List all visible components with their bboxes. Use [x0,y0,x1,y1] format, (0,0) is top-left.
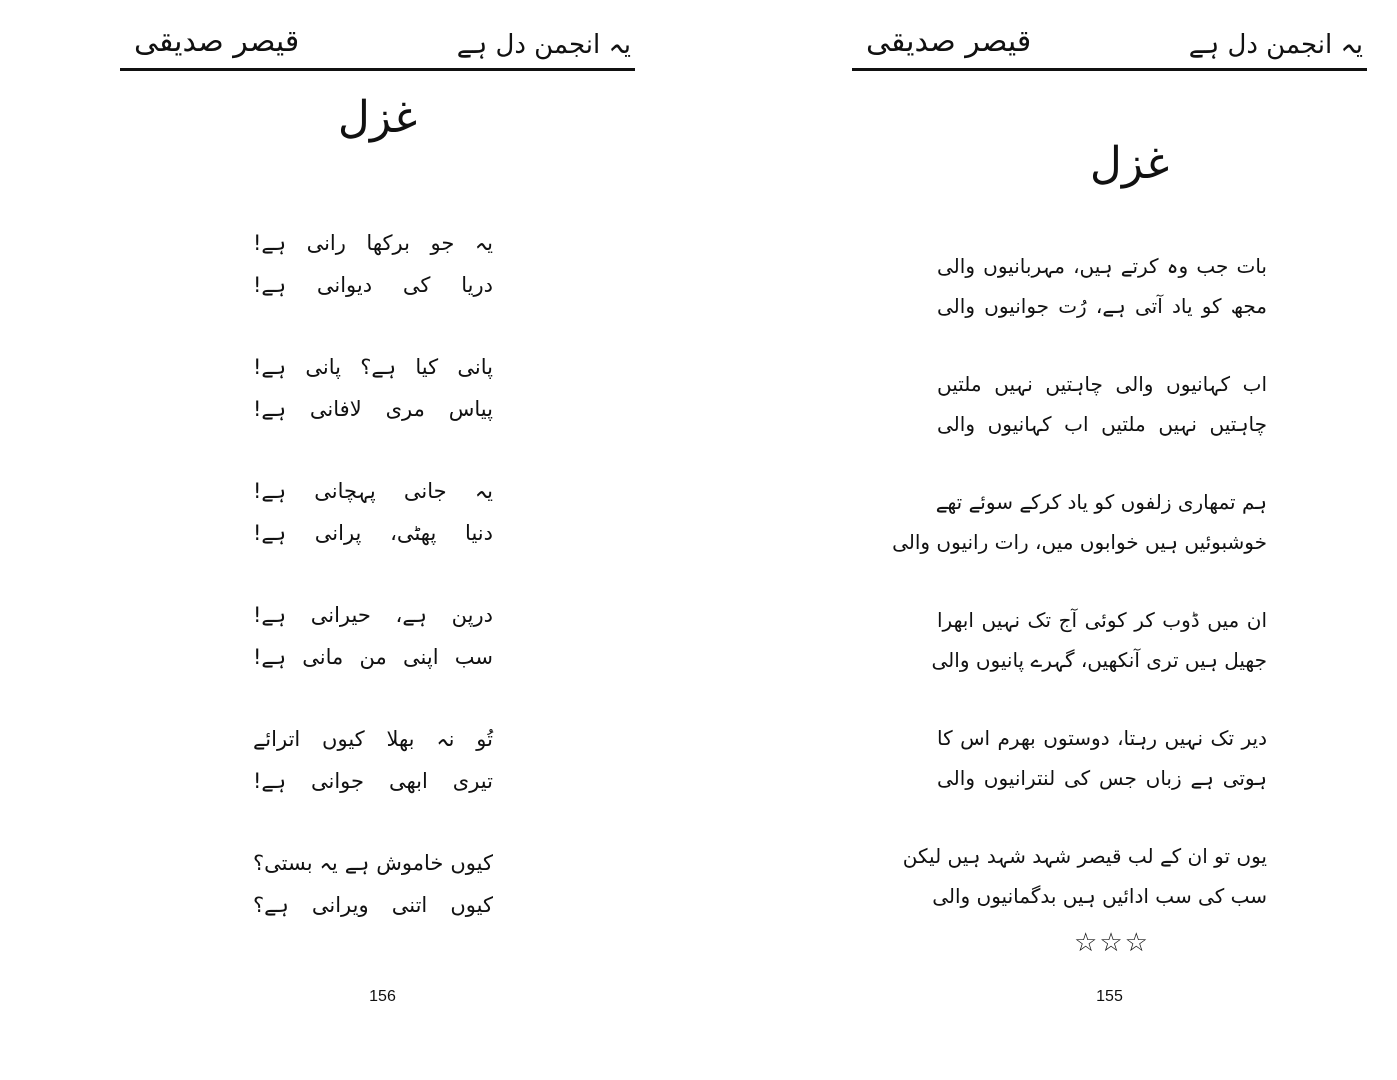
verse-line: سب کی سب ادائیں ہیں بدگمانیوں والی [932,884,1267,908]
couplet [937,364,1267,444]
verse-line: تیری ابھی جوانی ہے! [253,769,493,793]
verse-line: ہوتی ہے زباں جس کی لنترانیوں والی [937,766,1267,790]
verse-line: یوں تو ان کے لب قیصر شہد شہد ہیں لیکن [902,844,1267,868]
verse-line: مجھ کو یاد آتی ہے، رُت جوانیوں والی [937,294,1267,318]
verse-line: جھیل ہیں تری آنکھیں، گہرے پانیوں والی [931,648,1267,672]
verse-line: پیاس مری لافانی ہے! [253,397,493,421]
verse-line: سب اپنی من مانی ہے! [253,645,493,669]
couplet [253,842,493,926]
couplet [937,718,1267,798]
page-156 [120,0,635,1080]
couplet [253,470,493,554]
verse-line: اب کہانیوں والی چاہتیں نہیں ملتیں [937,372,1267,396]
page-number: 155 [1096,988,1123,1005]
couplet [253,594,493,678]
couplet [937,246,1267,326]
verse-line: ہم تمھاری زلفوں کو یاد کرکے سوئے تھے [935,490,1267,514]
couplet [902,836,1267,916]
page-155 [852,0,1367,1080]
running-header [852,22,1367,71]
verse-line: تُو نہ بھلا کیوں اترائے [253,727,493,751]
verse-line: درپن ہے، حیرانی ہے! [253,603,493,627]
verse-line: چاہتیں نہیں ملتیں اب کہانیوں والی [937,412,1267,436]
verse-line: ان میں ڈوب کر کوئی آج تک نہیں ابھرا [937,608,1267,632]
couplet [253,346,493,430]
couplet [253,718,493,802]
verse-line: دیر تک نہیں رہتا، دوستوں بھرم اس کا [937,726,1267,750]
end-stars: ☆☆☆ [1074,928,1150,958]
verse-line: دنیا پھٹی، پرانی ہے! [253,521,493,545]
verse-list [892,246,1267,954]
verse-line: بات جب وہ کرتے ہیں، مہربانیوں والی [937,254,1267,278]
author-name: قیصر صدیقی [866,24,1032,59]
verse-line: خوشبوئیں ہیں خوابوں میں، رات رانیوں والی [892,530,1267,554]
couplet [253,222,493,306]
poem-title: غزل [1089,138,1170,189]
verse-line: یہ جانی پہچانی ہے! [253,479,493,503]
verse-line: یہ جو برکھا رانی ہے! [253,231,493,255]
poem-title: غزل [337,92,418,143]
book-title: یہ انجمن دل ہے [456,30,631,60]
author-name: قیصر صدیقی [134,24,300,59]
book-title: یہ انجمن دل ہے [1188,30,1363,60]
verse-line: پانی کیا ہے؟ پانی ہے! [253,355,493,379]
couplet [892,482,1267,562]
couplet [931,600,1267,680]
verse-list [253,222,493,966]
page-number: 156 [369,988,396,1005]
verse-line: کیوں خاموش ہے یہ بستی؟ [253,851,493,875]
verse-line: دریا کی دیوانی ہے! [253,273,493,297]
running-header [120,22,635,71]
verse-line: کیوں اتنی ویرانی ہے؟ [253,893,493,917]
